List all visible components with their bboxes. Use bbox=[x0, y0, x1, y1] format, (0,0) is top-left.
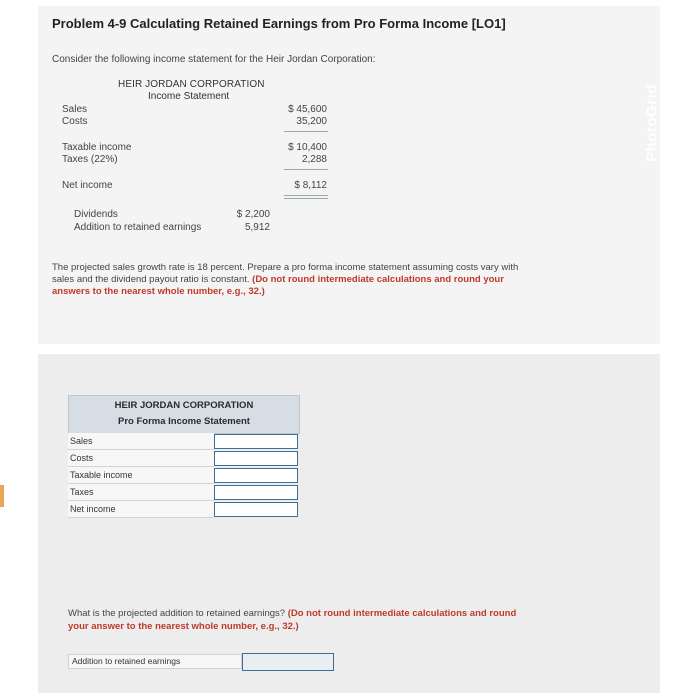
taxable-value: $ 10,400 bbox=[288, 142, 327, 153]
pf-taxable-input[interactable] bbox=[214, 468, 298, 483]
net-income-value: $ 8,112 bbox=[294, 180, 327, 191]
costs-value: 35,200 bbox=[296, 116, 327, 127]
pf-taxable-label: Taxable income bbox=[70, 470, 133, 480]
pf-taxes-input[interactable] bbox=[214, 485, 298, 500]
pf-sales-label: Sales bbox=[70, 436, 93, 446]
question-body: What is the projected addition to retained earnings? bbox=[68, 608, 288, 619]
problem-title: Problem 4-9 Calculating Retained Earnings from Pro Forma Income [LO1] bbox=[52, 16, 506, 31]
taxes-label: Taxes (22%) bbox=[62, 154, 118, 165]
pf-row-costs bbox=[68, 450, 214, 467]
problem-panel bbox=[38, 6, 660, 344]
answer-panel bbox=[38, 354, 660, 693]
addition-value: 5,912 bbox=[244, 222, 270, 233]
problem-intro: Consider the following income statement for the Heir Jordan Corporation: bbox=[52, 54, 376, 65]
pf-net-input[interactable] bbox=[214, 502, 298, 517]
taxes-value: 2,288 bbox=[301, 154, 327, 165]
dividends-value: $ 2,200 bbox=[236, 209, 270, 220]
problem-instructions bbox=[52, 262, 522, 298]
pf-sales-input[interactable] bbox=[214, 434, 298, 449]
pf-row-taxable-income bbox=[68, 467, 214, 484]
orange-edge-tab bbox=[0, 485, 4, 507]
pf-row-net-income bbox=[68, 501, 214, 518]
pf-taxes-label: Taxes bbox=[70, 487, 94, 497]
pf-row-sales bbox=[68, 433, 214, 450]
pro-forma-title: Pro Forma Income Statement bbox=[118, 416, 250, 427]
answer-label: Addition to retained earnings bbox=[72, 656, 181, 666]
underline bbox=[284, 169, 328, 170]
sales-value: $ 45,600 bbox=[288, 104, 327, 115]
problem-text: The projected sales growth rate is 18 percent. Prepare a pro forma income statement assuming costs vary with sales and the dividend payout ratio is constant. bbox=[52, 262, 519, 285]
pf-net-label: Net income bbox=[70, 504, 116, 514]
question-text bbox=[68, 607, 538, 633]
rounding-note: (Do not round intermediate calculations and round your answers to the nearest whole number, e.g., 32.) bbox=[52, 274, 504, 297]
photogrid-watermark bbox=[642, 58, 662, 188]
watermark-text: PhotoGrid bbox=[643, 84, 661, 162]
sales-label: Sales bbox=[62, 104, 88, 115]
double-underline bbox=[284, 198, 328, 199]
taxable-label: Taxable income bbox=[62, 142, 132, 153]
addition-label: Addition to retained earnings bbox=[74, 222, 202, 233]
pro-forma-company: HEIR JORDAN CORPORATION bbox=[114, 400, 254, 411]
pro-forma-header bbox=[68, 395, 300, 434]
question-rounding-note: (Do not round intermediate calculations and round your answer to the nearest whole number, e.g., 32.) bbox=[68, 608, 517, 632]
net-income-label: Net income bbox=[62, 180, 113, 191]
company-name: HEIR JORDAN CORPORATION bbox=[118, 79, 265, 90]
pf-row-taxes bbox=[68, 484, 214, 501]
costs-label: Costs bbox=[62, 116, 88, 127]
statement-name: Income Statement bbox=[148, 91, 230, 102]
double-underline bbox=[284, 195, 328, 196]
addition-retained-earnings-input[interactable] bbox=[242, 653, 334, 671]
pf-costs-label: Costs bbox=[70, 453, 94, 463]
pf-costs-input[interactable] bbox=[214, 451, 298, 466]
answer-label-box bbox=[68, 654, 242, 669]
dividends-label: Dividends bbox=[74, 209, 118, 220]
underline bbox=[284, 131, 328, 132]
